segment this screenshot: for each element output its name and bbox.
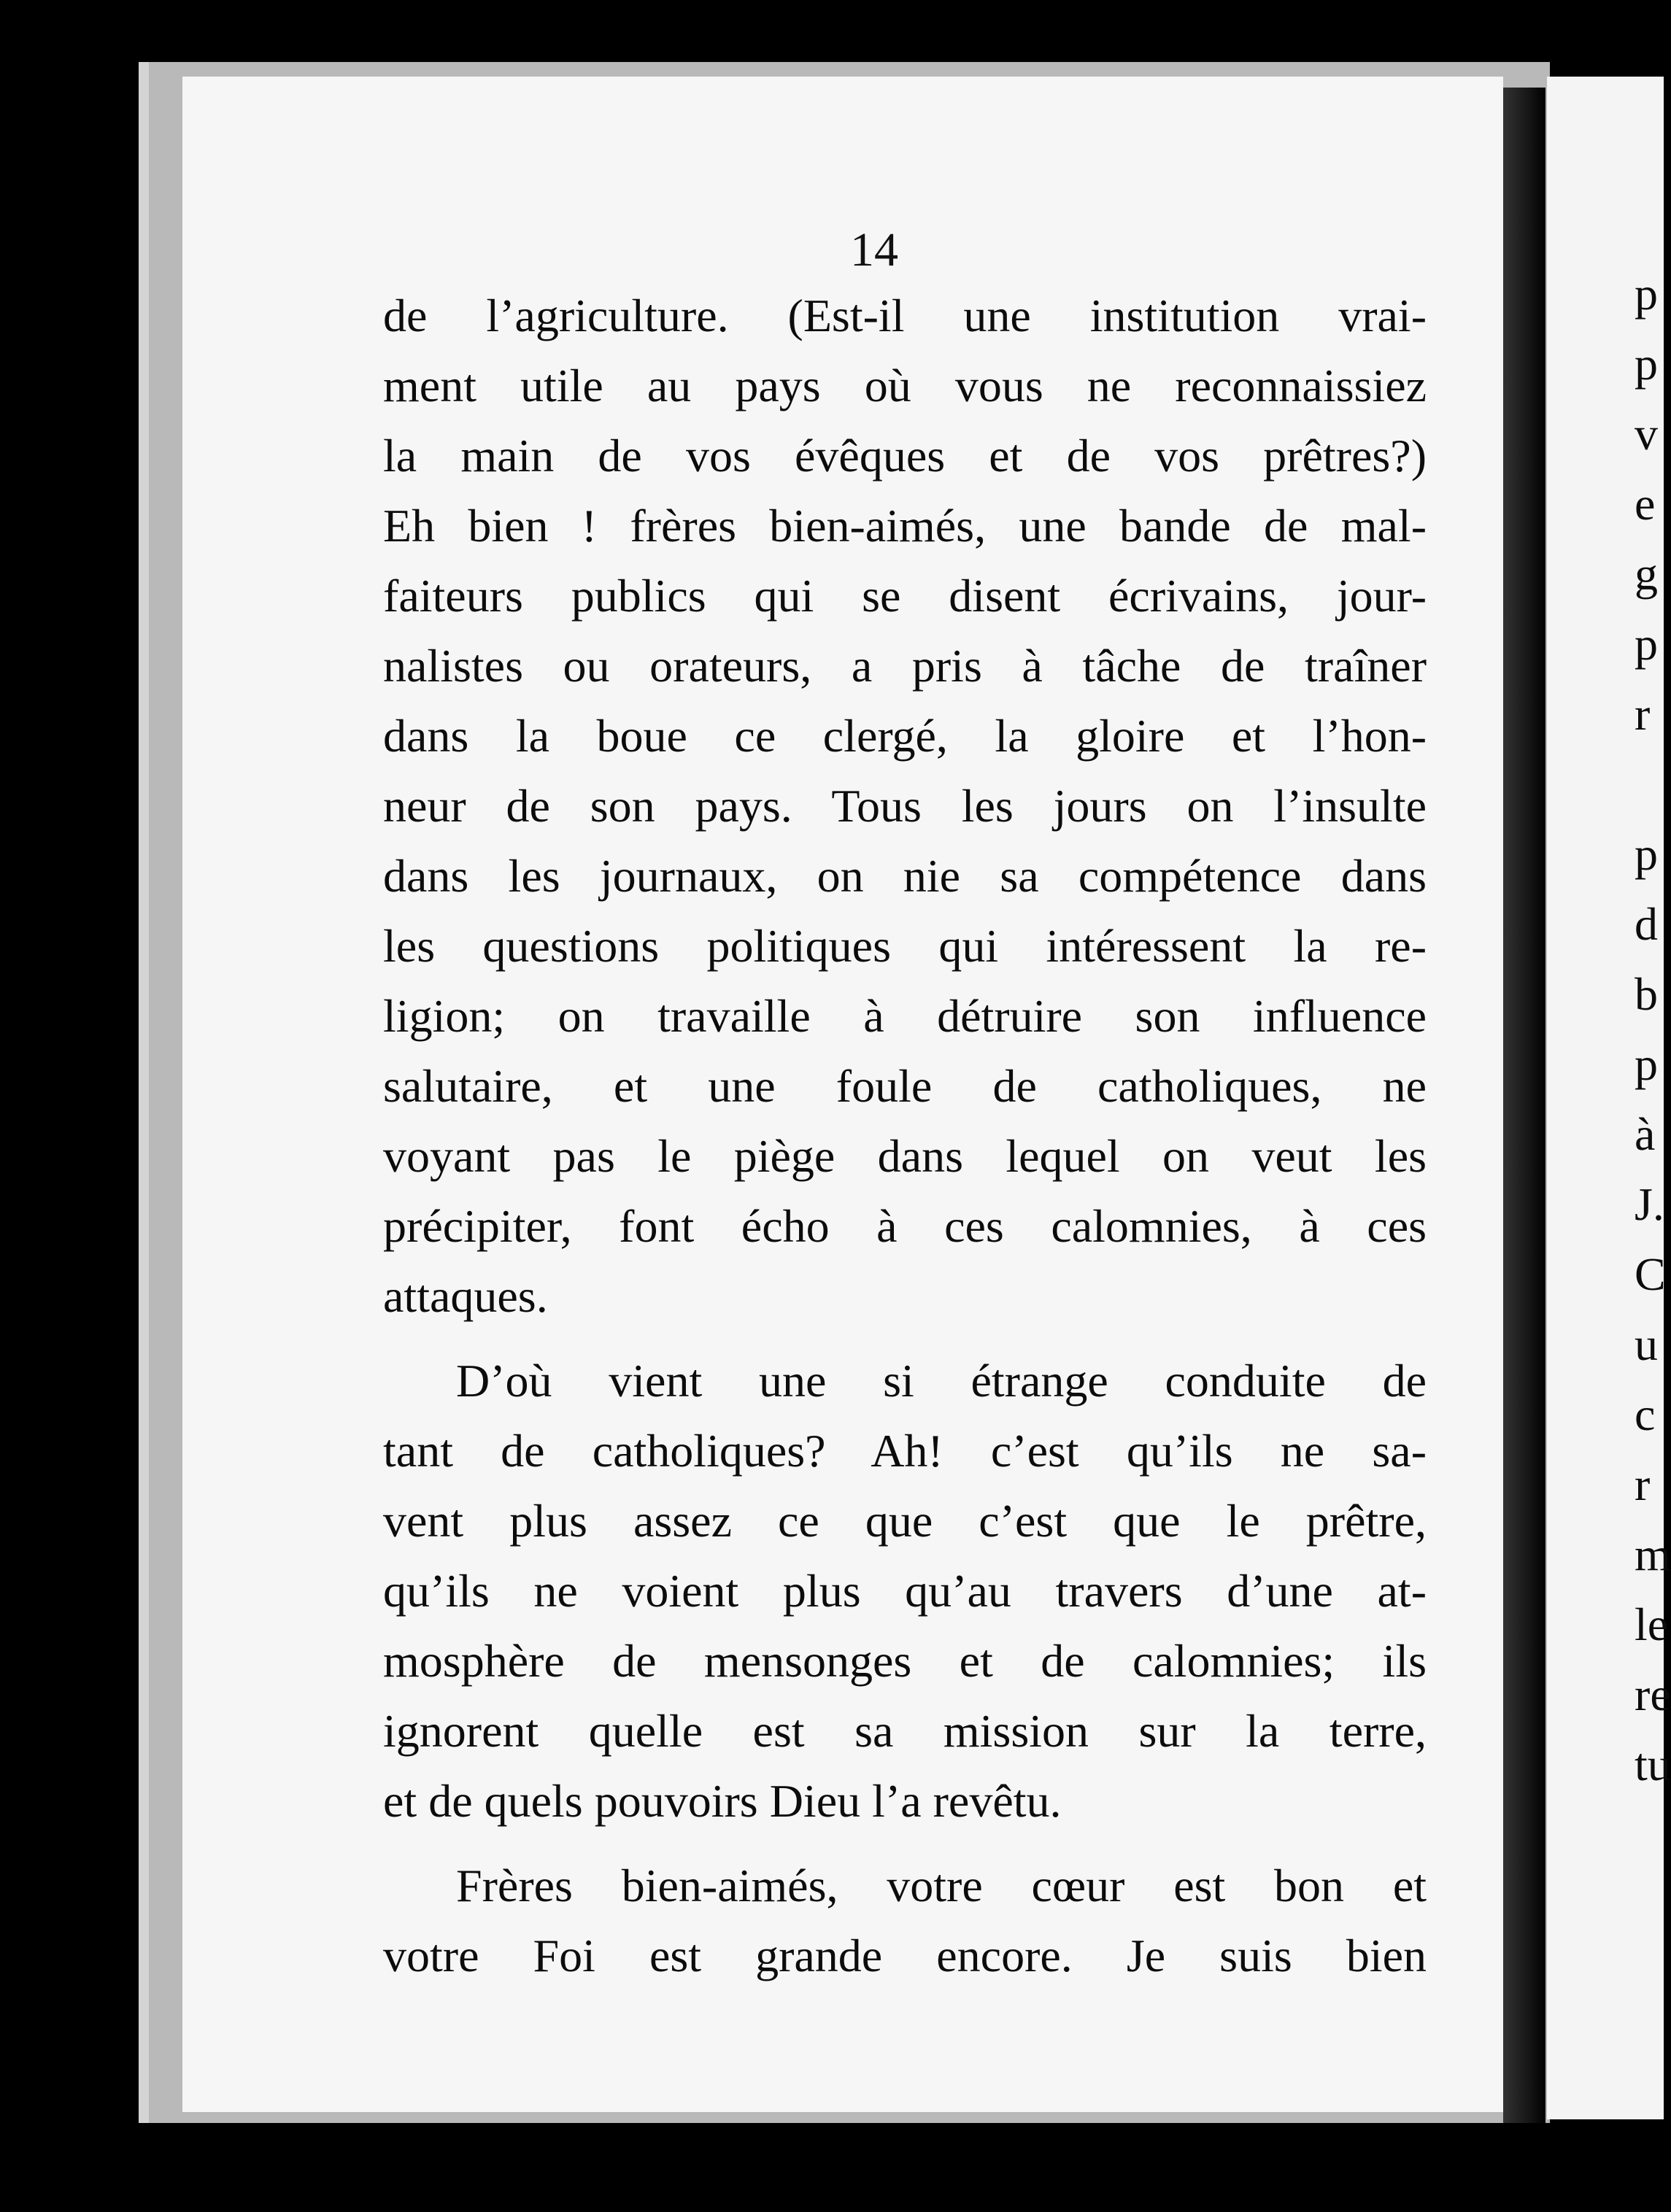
- text-line: précipiter, font écho à ces calomnies, à ces: [383, 1200, 1427, 1252]
- text-line: salutaire, et une foule de catholiques, ne: [383, 1060, 1427, 1112]
- edge-letter: le: [1635, 1598, 1669, 1650]
- page-number: 14: [850, 223, 898, 276]
- text-line: les questions politiques qui intéressent la re-: [383, 920, 1427, 972]
- text-line: Frères bien-aimés, votre cœur est bon et: [456, 1860, 1427, 1911]
- text-line: votre Foi est grande encore. Je suis bien: [383, 1930, 1427, 1981]
- edge-letter: re: [1635, 1668, 1671, 1720]
- adjacent-page-text: [1635, 259, 1671, 1800]
- text-line: dans la boue ce clergé, la gloire et l’hon-: [383, 710, 1427, 762]
- text-line: et de quels pouvoirs Dieu l’a revêtu.: [383, 1775, 1062, 1827]
- text-line: Eh bien ! frères bien-aimés, une bande de mal-: [383, 500, 1427, 552]
- text-line: neur de son pays. Tous les jours on l’insulte: [383, 780, 1427, 832]
- edge-letter: g: [1635, 548, 1658, 600]
- edge-letter: e: [1635, 478, 1656, 530]
- edge-letter: [1635, 749, 1671, 819]
- book-gutter: [1503, 88, 1545, 2123]
- paragraph-2: [383, 1346, 1427, 1836]
- edge-letter: J.: [1635, 1178, 1664, 1230]
- body-text: [383, 281, 1427, 1991]
- paragraph-3: [383, 1851, 1427, 1991]
- text-line: nalistes ou orateurs, a pris à tâche de traîner: [383, 640, 1427, 692]
- edge-letter: p: [1635, 268, 1658, 320]
- edge-letter: p: [1635, 338, 1658, 390]
- edge-letter: b: [1635, 968, 1658, 1020]
- text-line: dans les journaux, on nie sa compétence dans: [383, 850, 1427, 902]
- edge-letter: tu: [1635, 1739, 1671, 1790]
- text-line: D’où vient une si étrange conduite de: [456, 1355, 1427, 1407]
- text-line: tant de catholiques? Ah! c’est qu’ils ne sa-: [383, 1425, 1427, 1477]
- paragraph-1: [383, 281, 1427, 1331]
- text-line: mosphère de mensonges et de calomnies; ils: [383, 1635, 1427, 1687]
- text-line: faiteurs publics qui se disent écrivains, jour-: [383, 570, 1427, 622]
- text-line: voyant pas le piège dans lequel on veut les: [383, 1130, 1427, 1182]
- text-line: vent plus assez ce que c’est que le prêtre,: [383, 1495, 1427, 1547]
- edge-letter: m: [1635, 1528, 1671, 1580]
- text-line: de l’agriculture. (Est-il une institution vrai-: [383, 290, 1427, 341]
- text-line: ment utile au pays où vous ne reconnaissiez: [383, 360, 1427, 411]
- edge-letter: p: [1635, 1038, 1658, 1090]
- edge-letter: c: [1635, 1388, 1656, 1440]
- edge-letter: v: [1635, 408, 1658, 460]
- text-line: attaques.: [383, 1270, 548, 1322]
- edge-letter: r: [1635, 1458, 1651, 1510]
- edge-letter: r: [1635, 688, 1651, 740]
- edge-letter: p: [1635, 618, 1658, 670]
- edge-letter: C: [1635, 1248, 1666, 1300]
- edge-letter: à: [1635, 1108, 1656, 1160]
- edge-letter: u: [1635, 1318, 1658, 1370]
- text-line: ligion; on travaille à détruire son influence: [383, 990, 1427, 1042]
- edge-letter: d: [1635, 898, 1658, 950]
- edge-letter: p: [1635, 828, 1658, 880]
- text-line: qu’ils ne voient plus qu’au travers d’une at-: [383, 1565, 1427, 1617]
- text-line: la main de vos évêques et de vos prêtres?): [383, 430, 1427, 482]
- text-line: ignorent quelle est sa mission sur la terre,: [383, 1705, 1427, 1757]
